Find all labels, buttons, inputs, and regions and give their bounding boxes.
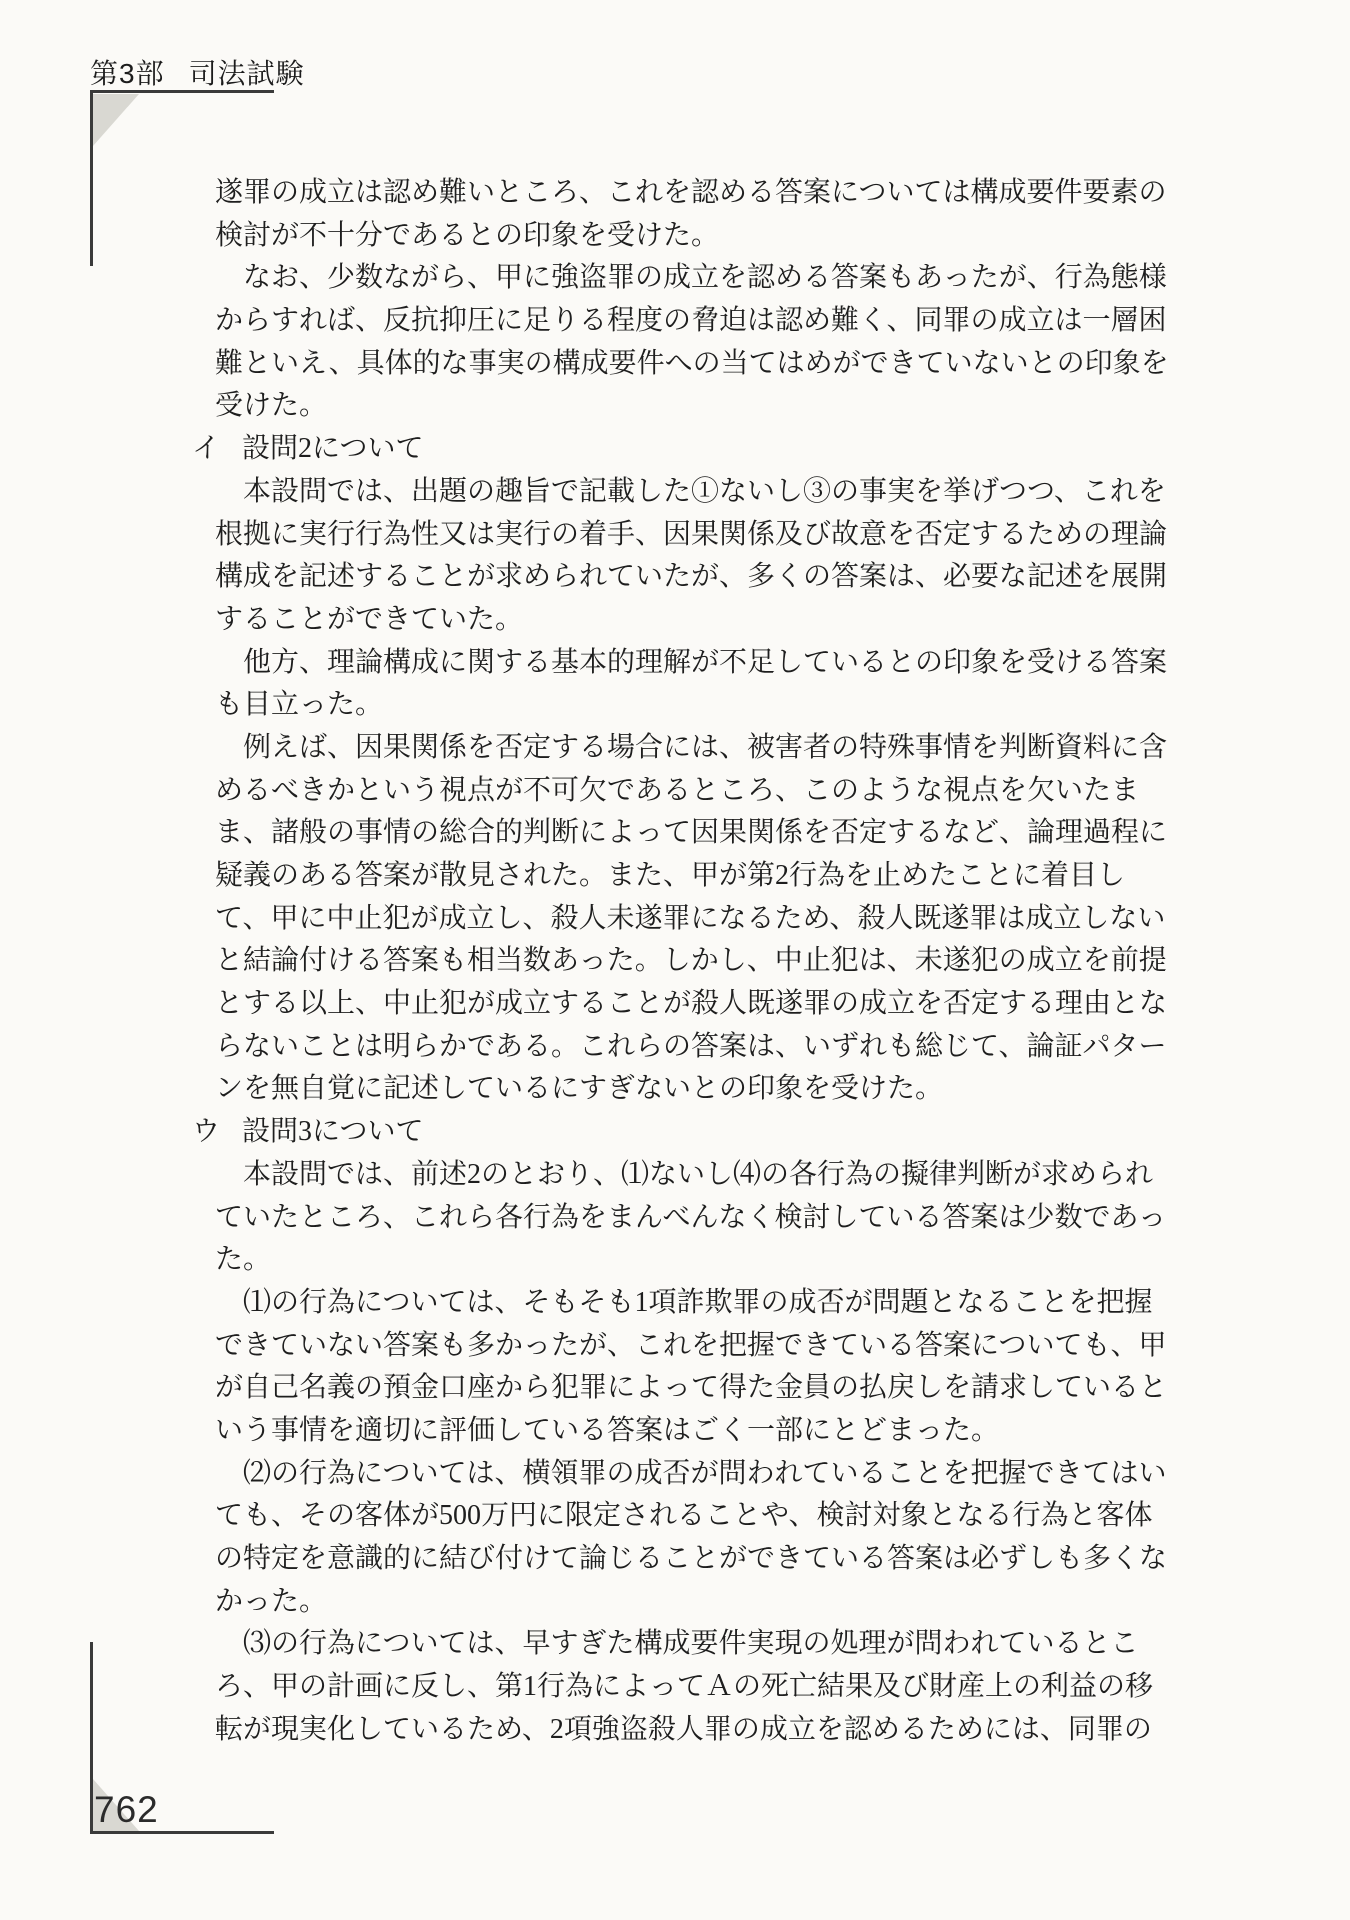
running-head: [90, 52, 305, 92]
text-line: ろ、甲の計画に反し、第1行為によってＡの死亡結果及び財産上の利益の移: [215, 1671, 1154, 1703]
text-line: 例えば、因果関係を否定する場合には、被害者の特殊事情を判断資料に含: [243, 731, 1168, 763]
section-heading-label: ウ: [192, 1116, 221, 1148]
text-line: て、甲に中止犯が成立し、殺人未遂罪になるため、殺人既遂罪は成立しない: [215, 902, 1166, 934]
text-line: た。: [215, 1244, 272, 1276]
text-line: 難といえ、具体的な事実の構成要件への当てはめができていないとの印象を: [215, 347, 1169, 379]
body-text: [192, 172, 1169, 1751]
bottom-horizontal-rule: [90, 1831, 274, 1834]
section-heading: [192, 428, 1155, 471]
text-line: 疑義のある答案が散見された。また、甲が第2行為を止めたことに着目し: [215, 860, 1126, 891]
page-number: 762: [94, 1789, 159, 1830]
text-line: なお、少数ながら、甲に強盗罪の成立を認める答案もあったが、行為態様: [243, 262, 1167, 294]
text-line: と結論付ける答案も相当数あった。しかし、中止犯は、未遂犯の成立を前提: [215, 945, 1167, 977]
running-head-part: 第3部: [90, 58, 165, 89]
section-heading: [192, 1111, 1155, 1154]
text-line: ま、諸般の事情の総合的判断によって因果関係を否定するなど、論理過程に: [215, 817, 1168, 849]
section-heading-title: 設問2について: [242, 433, 424, 465]
text-line: 構成を記述することが求められていたが、多くの答案は、必要な記述を展開: [215, 561, 1168, 593]
running-head-title: 司法試験: [188, 58, 305, 89]
text-line: ⑶の行為については、早すぎた構成要件実現の処理が問われているとこ: [243, 1628, 1139, 1660]
text-line: 本設問では、前述2のとおり、⑴ないし⑷の各行為の擬律判断が求められ: [243, 1158, 1154, 1190]
text-line: の特定を意識的に結び付けて論じることができている答案は必ずしも多くな: [215, 1543, 1168, 1574]
text-line: ⑴の行為については、そもそも1項詐欺罪の成否が問題となることを把握: [243, 1286, 1153, 1318]
text-line: 転が現実化しているため、2項強盗殺人罪の成立を認めるためには、同罪の: [215, 1713, 1152, 1745]
text-line: ても、その客体が500万円に限定されることや、検討対象となる行為と客体: [215, 1500, 1153, 1532]
text-line: 根拠に実行行為性又は実行の着手、因果関係及び故意を否定するための理論: [215, 518, 1168, 550]
text-line: が自己名義の預金口座から犯罪によって得た金員の払戻しを請求していると: [215, 1372, 1168, 1404]
text-line: からすれば、反抗抑圧に足りる程度の脅迫は認め難く、同罪の成立は一層困: [215, 305, 1167, 337]
text-line: 検討が不十分であるとの印象を受けた。: [215, 219, 720, 251]
text-line: ンを無自覚に記述しているにすぎないとの印象を受けた。: [215, 1073, 944, 1105]
section-heading-title: 設問3について: [242, 1116, 424, 1148]
text-line: 他方、理論構成に関する基本的理解が不足しているとの印象を受ける答案: [243, 646, 1168, 678]
text-line: 受けた。: [215, 390, 328, 422]
text-line: も目立った。: [215, 689, 384, 721]
text-line: めるべきかという視点が不可欠であるところ、このような視点を欠いたま: [215, 774, 1140, 806]
top-horizontal-rule: [90, 90, 274, 93]
text-line: いう事情を適切に評価している答案はごく一部にとどまった。: [215, 1414, 1000, 1446]
text-line: 遂罪の成立は認め難いところ、これを認める答案については構成要件要素の: [215, 177, 1167, 208]
text-line: できていない答案も多かったが、これを把握できている答案についても、甲: [215, 1329, 1167, 1361]
text-line: とする以上、中止犯が成立することが殺人既遂罪の成立を否定する理由とな: [215, 988, 1168, 1020]
text-line: ていたところ、これら各行為をまんべんなく検討している答案は少数であっ: [215, 1201, 1167, 1233]
section-heading-label: イ: [192, 433, 221, 465]
text-line: ⑵の行為については、横領罪の成否が問われていることを把握できてはい: [243, 1457, 1167, 1489]
text-line: することができていた。: [215, 603, 524, 635]
text-line: らないことは明らかである。これらの答案は、いずれも総じて、論証パター: [215, 1030, 1167, 1062]
text-line: かった。: [215, 1585, 328, 1617]
top-corner-triangle: [93, 94, 139, 146]
text-line: 本設問では、出題の趣旨で記載した①ないし③の事実を挙げつつ、これを: [243, 475, 1166, 507]
